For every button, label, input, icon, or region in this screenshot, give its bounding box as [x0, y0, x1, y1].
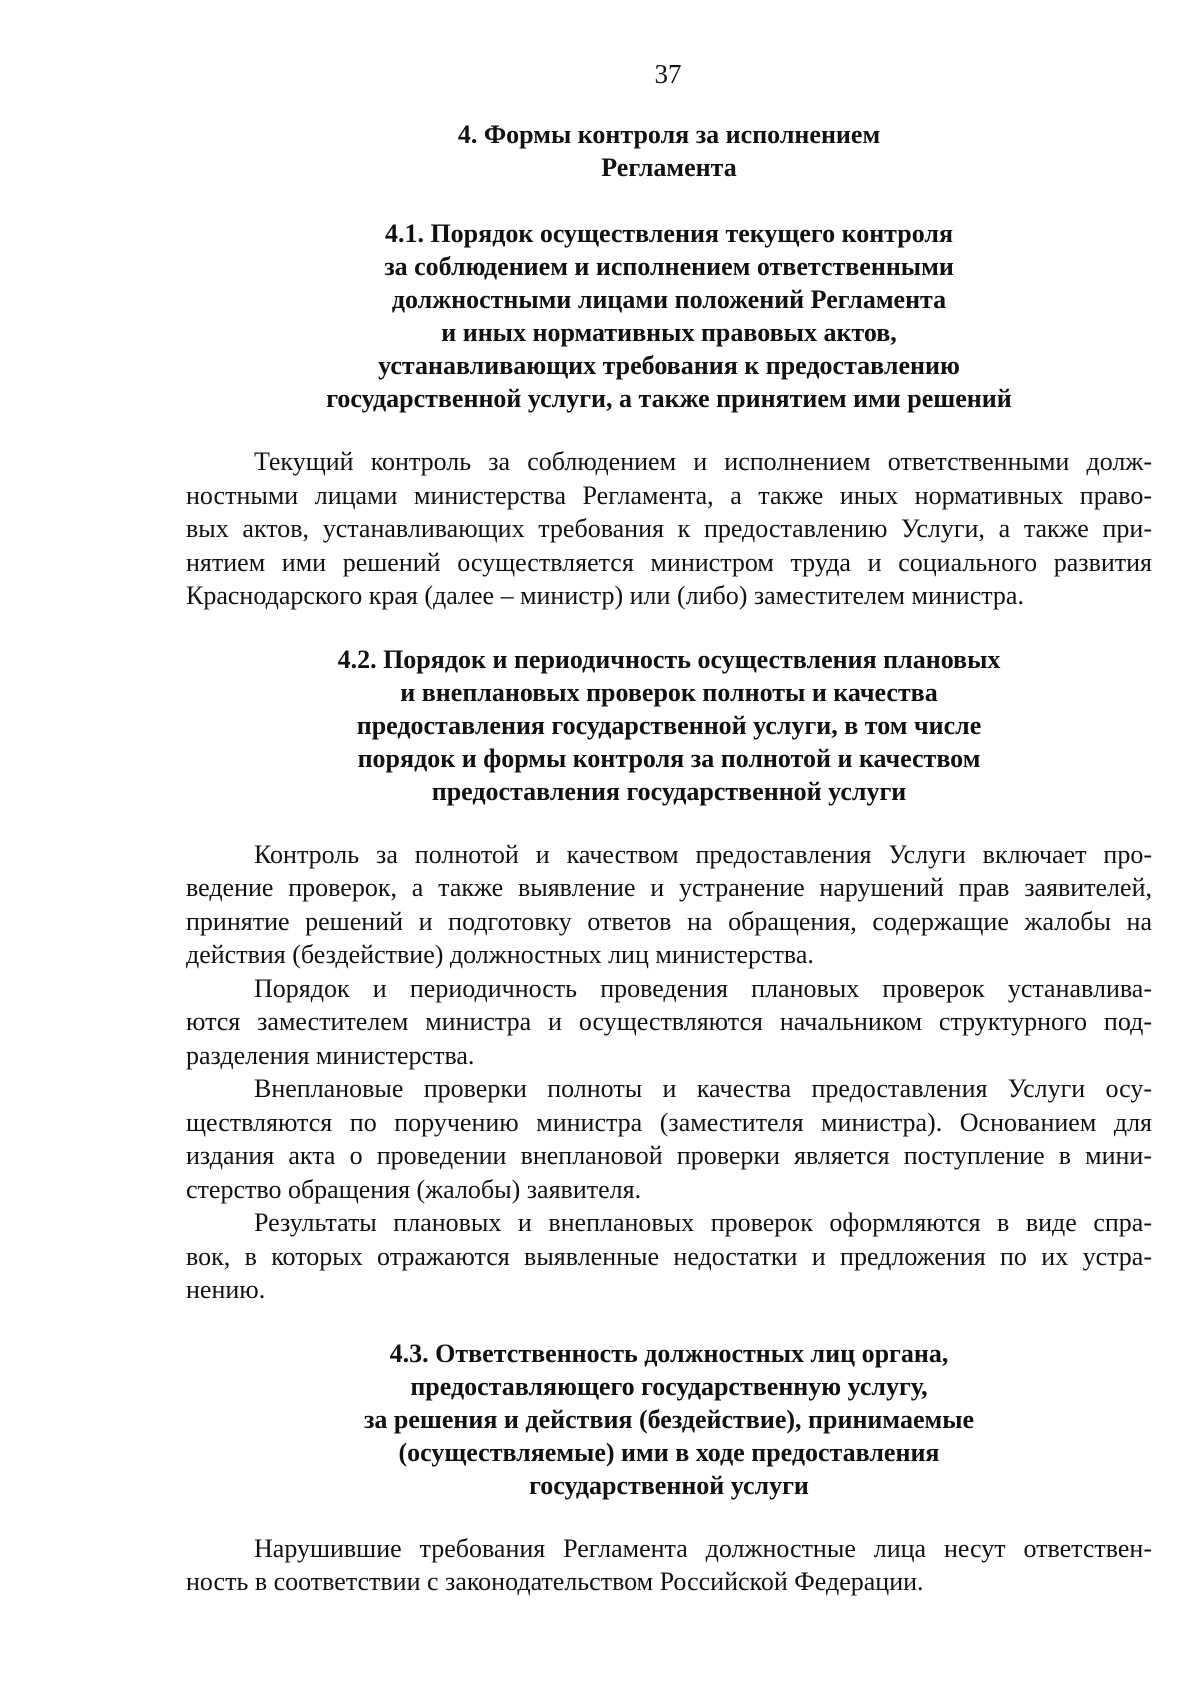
paragraph-4-2-text-3 [186, 1072, 1152, 1206]
heading-line: предоставления государственной услуги, в том числе [356, 710, 982, 740]
subsection-4-2-heading [186, 643, 1152, 808]
paragraph-line: ность в соответствии с законодательством Российской Федерации. [186, 1567, 924, 1596]
heading-line: (осуществляемые) ими в ходе предоставления [398, 1437, 940, 1467]
paragraph-line: Краснодарского края (далее – министр) или (либо) заместителем министра. [186, 581, 1024, 610]
heading-line: предоставления государственной услуги [431, 776, 907, 806]
paragraph-line: Порядок и периодичность проведения плановых проверок устанавлива- [254, 973, 1152, 1003]
heading-line: за решения и действия (бездействие), принимаемые [363, 1404, 975, 1434]
paragraph-line: Внеплановые проверки полноты и качества предоставления Услуги осу- [254, 1074, 1152, 1103]
page-number: 37 [654, 59, 682, 89]
paragraph-line: издания акта о проведении внеплановой проверки является поступление в мини- [186, 1141, 1152, 1170]
heading-line: и внеплановых проверок полноты и качества [400, 677, 938, 707]
paragraph-line: нению. [186, 1275, 266, 1304]
heading-line: 4.3. Ответственность должностных лиц органа, [389, 1338, 949, 1368]
paragraph-line: ществляются по поручению министра (заместителя министра). Основанием для [186, 1107, 1152, 1137]
heading-line: Регламента [601, 153, 737, 182]
subsection-4-3-heading [186, 1337, 1152, 1502]
subsection-4-1-heading [186, 217, 1152, 415]
paragraph-line: действия (бездействие) должностных лиц министерства. [186, 940, 814, 969]
paragraph-4-2-text-1 [186, 838, 1152, 972]
paragraph-line: Результаты плановых и внеплановых проверок оформляются в виде спра- [254, 1208, 1152, 1237]
heading-line: государственной услуги, а также принятием ими решений [326, 384, 1012, 413]
paragraph-line: вых актов, устанавливающих требования к предоставлению Услуги, а также при- [186, 514, 1152, 543]
paragraph-line: ведение проверок, а также выявление и устранение нарушений прав заявителей, [186, 873, 1152, 902]
heading-line: 4.2. Порядок и периодичность осуществления плановых [337, 644, 1001, 674]
paragraph-line: Текущий контроль за соблюдением и исполнением ответственными долж- [254, 447, 1152, 476]
paragraph-line: разделения министерства. [186, 1040, 475, 1070]
paragraph-line: стерство обращения (жалобы) заявителя. [186, 1174, 642, 1204]
heading-line: предоставляющего государственную услугу, [410, 1371, 928, 1401]
paragraph-line: Нарушившие требования Регламента должностные лица несут ответствен- [254, 1533, 1152, 1563]
heading-line: должностными лицами положений Регламента [391, 285, 947, 314]
heading-line: и иных нормативных правовых актов, [441, 318, 897, 347]
paragraph-line: Контроль за полнотой и качеством предоставления Услуги включает про- [254, 839, 1152, 869]
paragraph-4-3-text [186, 1532, 1152, 1599]
paragraph-4-2-text-4 [186, 1206, 1152, 1307]
heading-line: устанавливающих требования к предоставлению [378, 351, 960, 380]
paragraph-4-1-text [186, 445, 1152, 613]
paragraph-line: ются заместителем министра и осуществляются начальником структурного под- [186, 1007, 1152, 1036]
paragraph-line: ностными лицами министерства Регламента, а также иных нормативных право- [186, 480, 1152, 510]
document-body [186, 118, 1152, 1599]
heading-line: государственной услуги [529, 1470, 809, 1500]
paragraph-line: принятие решений и подготовку ответов на обращения, содержащие жалобы на [186, 906, 1152, 936]
paragraph-line: нятием ими решений осуществляется министром труда и социального развития [186, 547, 1152, 577]
paragraph-4-2-text-2 [186, 972, 1152, 1073]
heading-line: за соблюдением и исполнением ответственными [384, 252, 954, 281]
heading-line: 4. Формы контроля за исполнением [457, 120, 881, 149]
section-4-heading [186, 118, 1152, 184]
heading-line: 4.1. Порядок осуществления текущего контроля [384, 219, 954, 248]
heading-line: порядок и формы контроля за полнотой и качеством [357, 743, 981, 773]
paragraph-line: вок, в которых отражаются выявленные недостатки и предложения по их устра- [186, 1241, 1152, 1271]
